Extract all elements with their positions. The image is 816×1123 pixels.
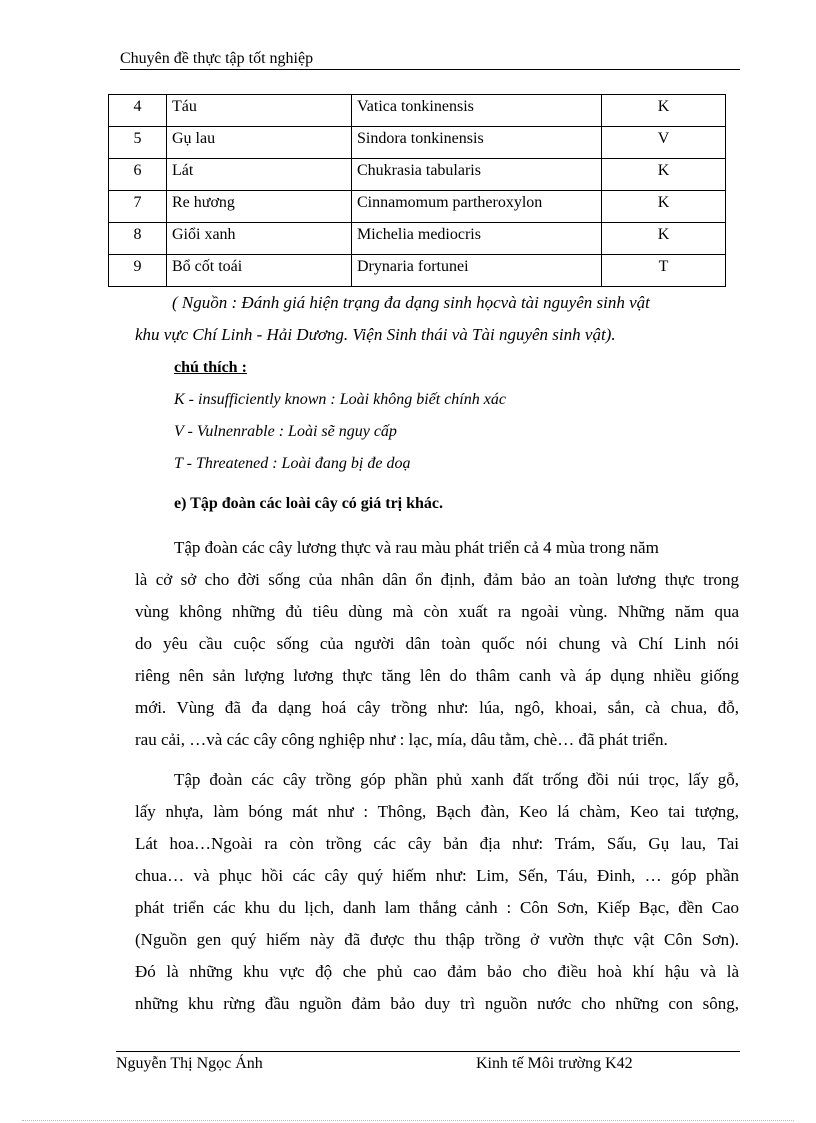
footer-divider (116, 1051, 740, 1052)
footer-author: Nguyễn Thị Ngọc Ánh (116, 1055, 263, 1072)
row-number: 9 (109, 255, 167, 287)
paragraph-1 (135, 532, 739, 756)
paragraph-2-line: những khu rừng đầu nguồn đảm bảo duy trì nguồn nước cho những con sông, (135, 994, 739, 1013)
scientific-name: Chukrasia tabularis (352, 159, 602, 191)
paragraph-2-line: chua… và phục hồi các cây quý hiếm như: Lim, Sến, Táu, Đinh, … góp phần (135, 866, 739, 885)
paragraph-2-line: Tập đoàn các cây trồng góp phần phủ xanh đất trống đồi núi trọc, lấy gỗ, (174, 770, 739, 789)
species-table-body (109, 95, 726, 287)
paragraph-1-line: là cở sở cho đời sống của nhân dân ổn định, đảm bảo an toàn lương thực trong (135, 570, 739, 589)
status-code: T (602, 255, 726, 287)
status-code: V (602, 127, 726, 159)
paragraph-1-line: mới. Vùng đã đa dạng hoá cây trồng như: lúa, ngô, khoai, sắn, cà chua, đỗ, (135, 698, 739, 717)
paragraph-1-line: do yêu cầu cuộc sống của người dân toàn quốc nói chung và Chí Linh nói (135, 634, 739, 653)
row-number: 7 (109, 191, 167, 223)
status-code: K (602, 191, 726, 223)
table-row (109, 127, 726, 159)
paragraph-2-line: Đó là những khu vực độ che phủ cao đảm bảo cho điều hoà khí hậu và là (135, 962, 739, 981)
paragraph-2-line: (Nguồn gen quý hiếm này đã được thu thập trồng ở vườn thực vật Côn Sơn). (135, 930, 739, 949)
paragraph-1-line: vùng không những đủ tiêu dùng mà còn xuất ra ngoài vùng. Những năm qua (135, 602, 739, 621)
row-number: 4 (109, 95, 167, 127)
status-code: K (602, 223, 726, 255)
table-row (109, 95, 726, 127)
paragraph-2-line: Lát hoa…Ngoài ra còn trồng các cây bản địa như: Trám, Sấu, Gụ lau, Tai (135, 834, 739, 853)
note-v: V - Vulnenrable : Loài sẽ nguy cấp (174, 423, 397, 440)
paragraph-1-line: riêng nên sản lượng lương thực tăng lên do thâm canh và áp dụng nhiều giống (135, 666, 739, 685)
vietnamese-name: Bổ cốt toái (167, 255, 352, 287)
table-row (109, 255, 726, 287)
scientific-name: Drynaria fortunei (352, 255, 602, 287)
paragraph-2 (135, 764, 739, 1020)
vietnamese-name: Giổi xanh (167, 223, 352, 255)
source-line-2: khu vực Chí Linh - Hải Dương. Viện Sinh thái và Tài nguyên sinh vật). (135, 325, 616, 344)
row-number: 6 (109, 159, 167, 191)
vietnamese-name: Táu (167, 95, 352, 127)
row-number: 5 (109, 127, 167, 159)
scientific-name: Vatica tonkinensis (352, 95, 602, 127)
vietnamese-name: Lát (167, 159, 352, 191)
paragraph-2-line: phát triển các khu du lịch, danh lam thắng cảnh : Côn Sơn, Kiếp Bạc, đền Cao (135, 898, 739, 917)
section-heading: e) Tập đoàn các loài cây có giá trị khác. (174, 495, 444, 512)
scientific-name: Sindora tonkinensis (352, 127, 602, 159)
footer-course: Kinh tế Môi trường K42 (476, 1055, 633, 1072)
paragraph-2-line: lấy nhựa, làm bóng mát như : Thông, Bạch đàn, Keo lá chàm, Keo tai tượng, (135, 802, 739, 821)
notes-title: chú thích : (174, 359, 247, 376)
table-row (109, 191, 726, 223)
scientific-name: Cinnamomum partheroxylon (352, 191, 602, 223)
paragraph-1-line: Tập đoàn các cây lương thực và rau màu phát triển cả 4 mùa trong năm (174, 538, 659, 557)
paragraph-1-line: rau cải, …và các cây công nghiệp như : lạc, mía, dâu tằm, chè… đã phát triển. (135, 730, 668, 749)
status-code: K (602, 159, 726, 191)
vietnamese-name: Gụ lau (167, 127, 352, 159)
source-line-1: ( Nguồn : Đánh giá hiện trạng đa dạng sinh họcvà tài nguyên sinh vật (172, 293, 650, 312)
status-code: K (602, 95, 726, 127)
note-t: T - Threatened : Loài đang bị đe doạ (174, 455, 411, 472)
table-row (109, 159, 726, 191)
page-header: Chuyên đề thực tập tốt nghiệp (120, 50, 740, 70)
note-k: K - insufficiently known : Loài không biết chính xác (174, 391, 506, 408)
vietnamese-name: Re hương (167, 191, 352, 223)
page-edge-divider (22, 1120, 794, 1121)
scientific-name: Michelia mediocris (352, 223, 602, 255)
species-table (108, 94, 726, 287)
row-number: 8 (109, 223, 167, 255)
table-row (109, 223, 726, 255)
